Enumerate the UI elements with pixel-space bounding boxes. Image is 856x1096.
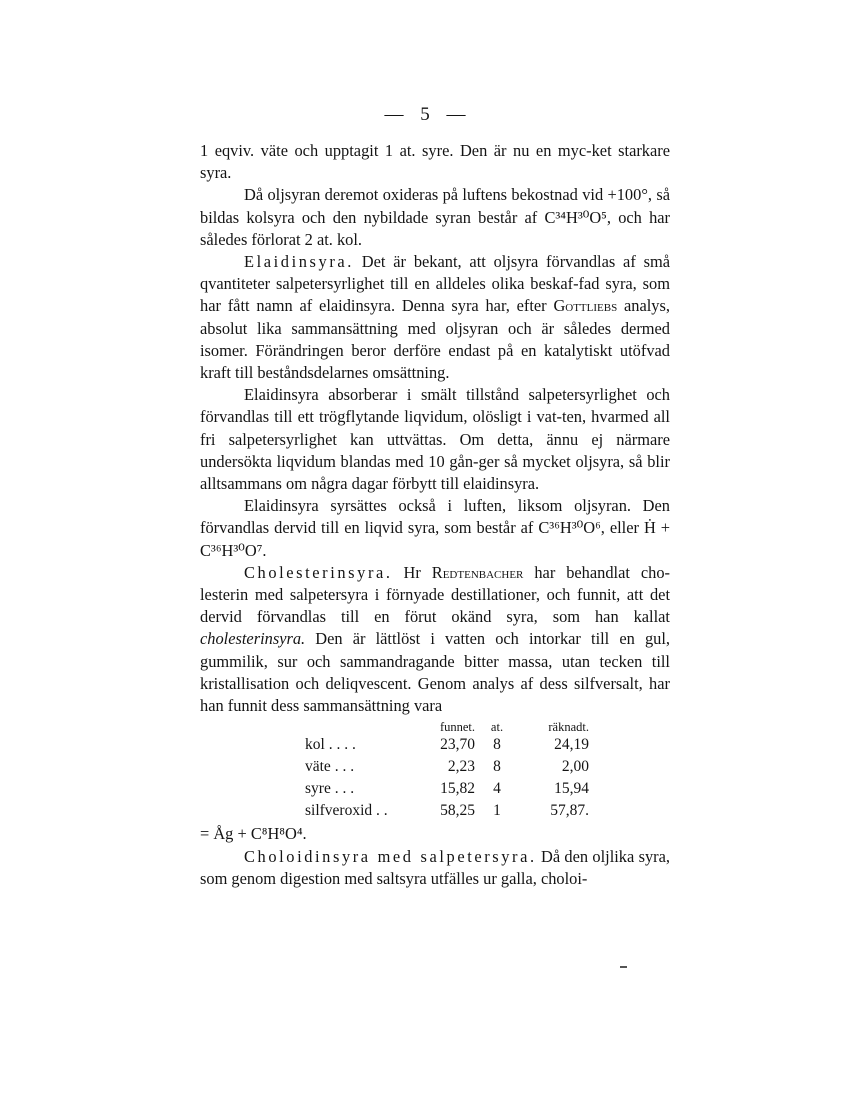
cell-found: 58,25 xyxy=(440,802,475,820)
header-atoms: at. xyxy=(490,720,504,735)
row-label: väte xyxy=(305,758,331,776)
paragraph-4: Elaidinsyra absorberar i smält tillstånd salpetersyrlighet och förvandlas till ett trögflytande liqvidum, olösligt i vat-ten, hvarmed all fri salpetersyrlighet kan uttvättas. Om detta, ännu ej närmare undersökta liqvidum blandas med 10 gån-ger så mycket oljsyra, så blir alltsammans om några dagar förbytt till elaidinsyra. xyxy=(200,385,670,494)
author-name-redtenbacher: Redtenbacher xyxy=(431,562,524,582)
paragraph-1: 1 eqviv. väte och upptagit 1 at. syre. Den är nu en myc-ket starkare syra. xyxy=(200,141,670,183)
row-label: syre xyxy=(305,780,331,798)
row-leader-dots: . . . xyxy=(330,758,355,776)
paragraph-choloidinsyra xyxy=(200,846,670,890)
paragraph-6-text-c: Den är lättlöst i vatten och intorkar till en gul, gummilik, sur och sammandragande bitter massa, utan tecken till kristallisation och deliqvescent. Genom analys af dess silfversalt, har han funnit dess sammansättning vara xyxy=(200,629,670,716)
row-leader-dots: . . . . xyxy=(324,736,356,754)
author-name-gottlieb: Gottliebs xyxy=(553,296,618,316)
cell-found: 15,82 xyxy=(440,780,475,798)
table-row xyxy=(200,800,670,822)
header-calculated: räknadt. xyxy=(548,720,589,735)
cell-calculated: 15,94 xyxy=(554,780,589,798)
cell-calculated: 24,19 xyxy=(554,736,589,754)
row-label: kol xyxy=(305,736,325,754)
paragraph-elaidinsyra xyxy=(200,251,670,384)
table-row xyxy=(200,756,670,778)
analysis-table-header xyxy=(200,720,670,734)
cell-atoms: 8 xyxy=(493,736,501,754)
cell-found: 2,23 xyxy=(447,758,475,776)
analysis-table xyxy=(200,720,670,822)
paragraph-6-text-b: har behandlat cho-lesterin med salpetersyra i förnyade destillationer, och funnit, att det dervid förvandlas till en förut okänd syra, som han kallat xyxy=(200,562,670,627)
row-label: silfveroxid xyxy=(305,802,373,820)
paragraph-3-text-2: analys, absolut lika sammansättning med oljsyran och är således dermed isomer. Förändringen beror derföre endast på en katalytiskt utöfvad kraft till beståndsdelarnes omsättning. xyxy=(200,296,670,383)
body-text xyxy=(200,140,670,891)
paragraph-7-text: Då den oljlika syra, som genom digestion med saltsyra utfälles ur galla, choloi- xyxy=(200,847,670,889)
paragraph-6-text-a: Hr xyxy=(403,562,421,582)
header-found: funnet. xyxy=(439,720,475,735)
section-heading-cholesterinsyra: Cholesterinsyra. xyxy=(244,562,393,582)
section-heading-elaidinsyra: Elaidinsyra. xyxy=(244,252,354,272)
table-row xyxy=(200,734,670,756)
cell-calculated: 57,87. xyxy=(550,802,589,820)
cell-atoms: 1 xyxy=(493,802,501,820)
table-row xyxy=(200,778,670,800)
row-leader-dots: . . xyxy=(372,802,388,820)
paragraph-3-text: Det är bekant, att oljsyra förvandlas af små qvantiteter salpetersyrlighet till en alldeles olika beskaf-fad syra, som har fått namn af elaidinsyra. Denna syra har, efter xyxy=(200,252,670,316)
paragraph-5: Elaidinsyra syrsättes också i luften, liksom oljsyran. Den förvandlas dervid till en liqvid syra, som består af C³⁶H³⁰O⁶, eller Ḣ + C³⁶H³⁰O⁷. xyxy=(200,496,670,560)
row-leader-dots: . . . xyxy=(330,780,355,798)
section-heading-choloidinsyra: Choloidinsyra med salpetersyra. xyxy=(244,847,537,867)
cell-calculated: 2,00 xyxy=(561,758,589,776)
cell-atoms: 4 xyxy=(493,780,501,798)
formula: = Åg + C⁸H⁸O⁴. xyxy=(200,824,307,844)
italic-term: cholesterinsyra. xyxy=(200,629,306,649)
page-number: — 5 — xyxy=(384,104,472,125)
paragraph-2: Då oljsyran deremot oxideras på luftens bekostnad vid +100°, så bildas kolsyra och den nybildade syran består af C³⁴H³⁰O⁵, och har således förlorat 2 at. kol. xyxy=(200,185,670,249)
cell-atoms: 8 xyxy=(493,758,501,776)
paragraph-cholesterinsyra xyxy=(200,562,670,717)
ink-mark xyxy=(620,966,627,968)
cell-found: 23,70 xyxy=(440,736,475,754)
